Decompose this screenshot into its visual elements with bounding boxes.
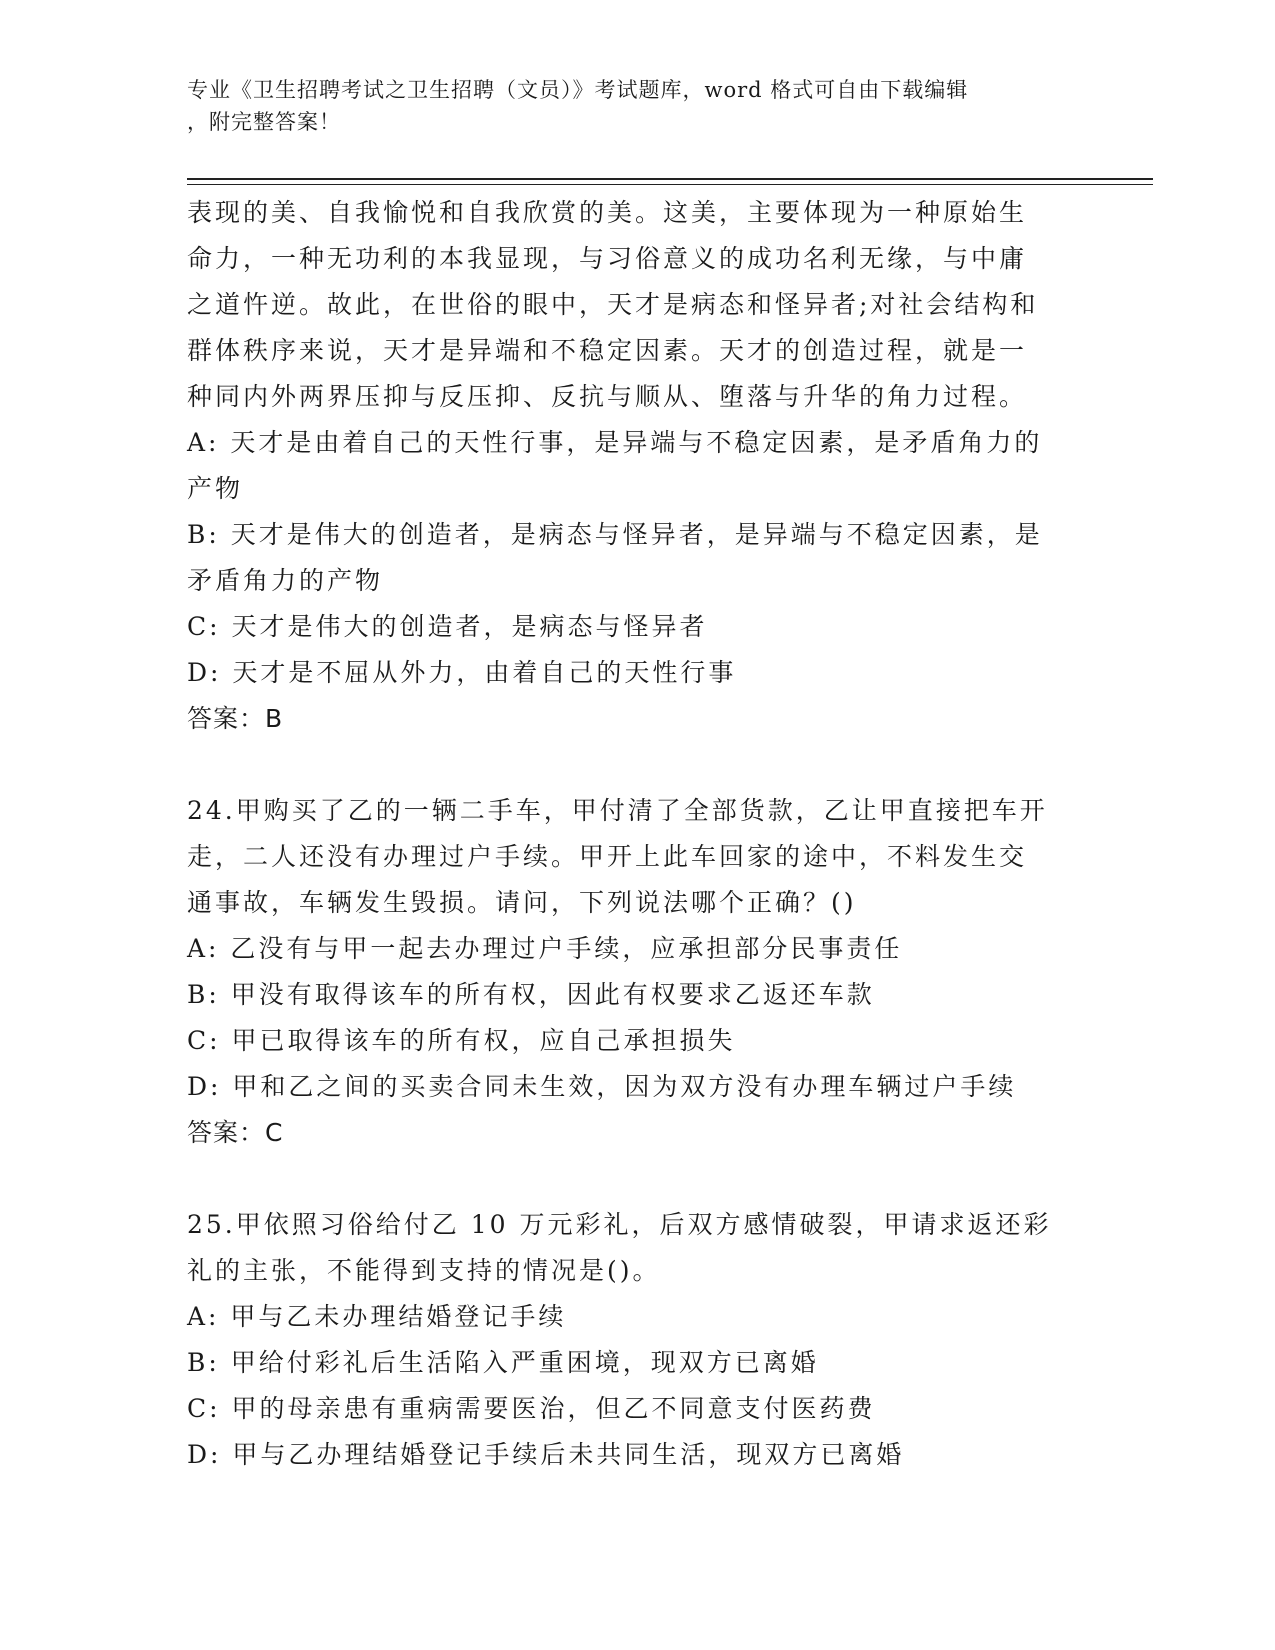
option-b: B: 甲给付彩礼后生活陷入严重困境，现双方已离婚: [187, 1348, 819, 1377]
option-d: D: 甲和乙之间的买卖合同未生效，因为双方没有办理车辆过户手续: [187, 1072, 1017, 1101]
header-rule-thin: [187, 184, 1153, 185]
question-stem: 24.甲购买了乙的一辆二手车，甲付清了全部货款，乙让甲直接把车开: [187, 796, 1048, 825]
page-content: [187, 190, 1087, 1478]
option-c: C: 甲已取得该车的所有权，应自己承担损失: [187, 1026, 736, 1055]
answer-label: 答案：B: [187, 704, 284, 733]
option-a: A: 乙没有与甲一起去办理过户手续，应承担部分民事责任: [187, 934, 903, 963]
passage-line: 命力，一种无功利的本我显现，与习俗意义的成功名利无缘，与中庸: [187, 244, 1028, 273]
passage: [187, 190, 1087, 420]
question-stem: 25.甲依照习俗给付乙 10 万元彩礼，后双方感情破裂，甲请求返还彩: [187, 1210, 1052, 1239]
option-c: C: 天才是伟大的创造者，是病态与怪异者: [187, 612, 708, 641]
passage-line: 之道忤逆。故此，在世俗的眼中，天才是病态和怪异者;对社会结构和: [187, 290, 1039, 319]
option-a: A: 天才是由着自己的天性行事，是异端与不稳定因素，是矛盾角力的: [187, 428, 1043, 457]
option-d: D: 天才是不屈从外力，由着自己的天性行事: [187, 658, 737, 687]
question-23-options: [187, 420, 1087, 742]
option-b-continued: 矛盾角力的产物: [187, 566, 384, 595]
question-24: [187, 788, 1087, 1156]
header-rule-thick: [187, 178, 1153, 180]
question-stem: 礼的主张，不能得到支持的情况是()。: [187, 1256, 661, 1285]
option-a-continued: 产物: [187, 474, 244, 503]
option-a: A: 甲与乙未办理结婚登记手续: [187, 1302, 567, 1331]
answer-label: 答案：C: [187, 1118, 284, 1147]
spacer: [187, 742, 1087, 788]
page-header: [187, 74, 1067, 138]
option-d: D: 甲与乙办理结婚登记手续后未共同生活，现双方已离婚: [187, 1440, 905, 1469]
question-stem: 走，二人还没有办理过户手续。甲开上此车回家的途中，不料发生交: [187, 842, 1028, 871]
header-title-line-2: ，附完整答案！: [187, 110, 341, 134]
question-25: [187, 1202, 1087, 1478]
spacer: [187, 1156, 1087, 1202]
passage-line: 表现的美、自我愉悦和自我欣赏的美。这美，主要体现为一种原始生: [187, 198, 1028, 227]
passage-line: 群体秩序来说，天才是异端和不稳定因素。天才的创造过程，就是一: [187, 336, 1028, 365]
passage-line: 种同内外两界压抑与反压抑、反抗与顺从、堕落与升华的角力过程。: [187, 382, 1028, 411]
option-b: B: 甲没有取得该车的所有权，因此有权要求乙返还车款: [187, 980, 875, 1009]
option-c: C: 甲的母亲患有重病需要医治，但乙不同意支付医药费: [187, 1394, 876, 1423]
question-stem: 通事故，车辆发生毁损。请问，下列说法哪个正确？(): [187, 888, 857, 917]
option-b: B: 天才是伟大的创造者，是病态与怪异者，是异端与不稳定因素，是: [187, 520, 1043, 549]
header-title-line-1: 专业《卫生招聘考试之卫生招聘（文员）》考试题库，word 格式可自由下载编辑: [187, 78, 969, 102]
